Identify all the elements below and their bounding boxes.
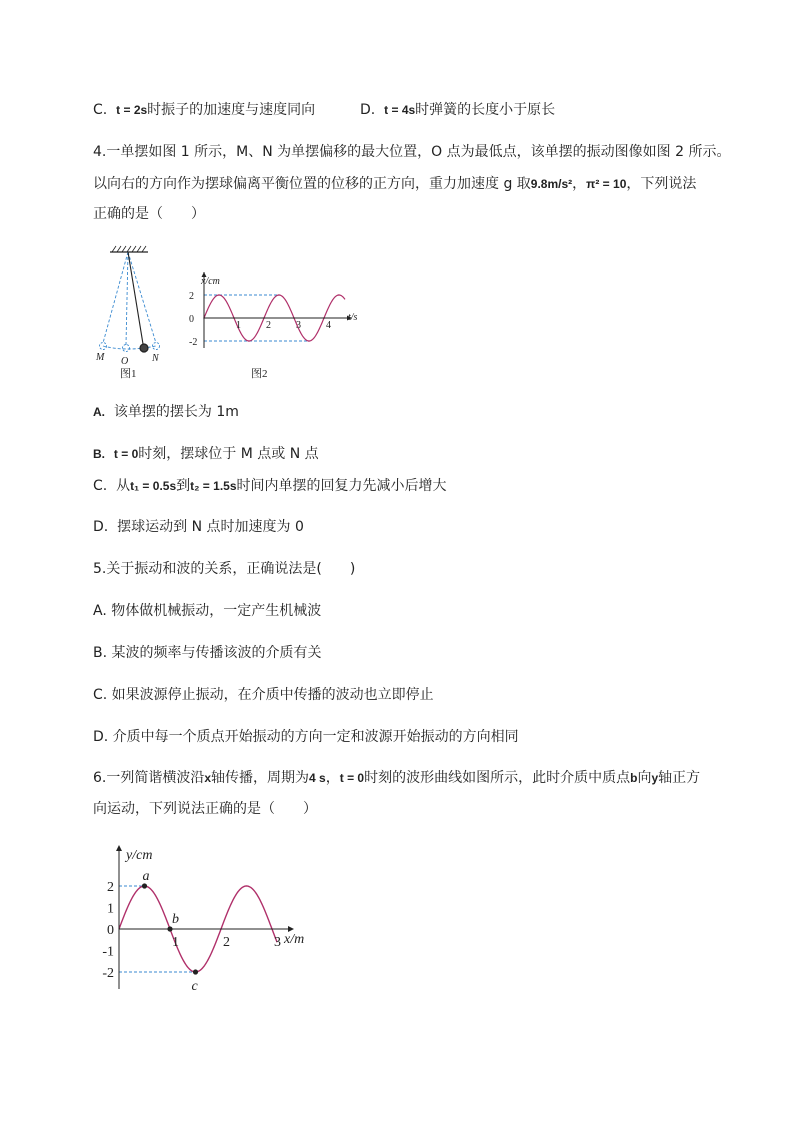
q4-stem-line3: 正确的是（ ）: [93, 206, 205, 222]
q5-option-c: C. 如果波源停止振动，在介质中传播的波动也立即停止: [93, 687, 434, 703]
wave-ytick-label: -1: [102, 944, 114, 960]
wave-ylabel: y/cm: [126, 848, 153, 863]
q4-pi-value: π² = 10: [586, 177, 627, 191]
wave-xtick-label: 2: [223, 935, 230, 950]
fig2-ytick-label: -2: [189, 337, 198, 348]
fig2-point: [338, 294, 340, 296]
fig2-ylabel: x/cm: [201, 276, 220, 287]
pendulum-bob: [140, 344, 148, 352]
label-o: O: [121, 356, 129, 367]
q4-figure2-graph: [185, 268, 365, 383]
wave-xtick-label: 1: [172, 935, 179, 950]
q5-stem: 5.关于振动和波的关系，正确说法是( ): [93, 561, 356, 577]
q4-g-value: 9.8m/s²: [530, 177, 573, 191]
wave-point-label-c: c: [191, 979, 198, 992]
figure1-caption: 图1: [120, 368, 137, 380]
q5-option-a: A. 物体做机械振动，一定产生机械波: [93, 603, 322, 619]
fig2-ytick-label: 2: [189, 291, 194, 302]
pendulum-n-position: [153, 343, 160, 350]
q4-stem-line2: 以向右的方向作为摆球偏离平衡位置的位移的正方向，重力加速度 g 取9.8m/s²，π² = 10，下列说法: [93, 176, 697, 192]
q4-option-b: B. t = 0时刻，摆球位于 M 点或 N 点: [93, 446, 319, 462]
fig2-xtick-label: 4: [326, 320, 331, 331]
wave-point-label-a: a: [142, 869, 150, 884]
wave-ytick-label: 0: [107, 923, 114, 938]
pendulum-o-position: [123, 345, 130, 352]
wave-xlabel: x/m: [284, 932, 305, 947]
q5-option-b: B. 某波的频率与传播该波的介质有关: [93, 645, 322, 661]
q4-stem-line1: 4.一单摆如图 1 所示，M、N 为单摆偏移的最大位置，O 点为最低点，该单摆的振动图像如图 2 所示。: [93, 144, 731, 160]
label-m: M: [96, 352, 105, 363]
q4-option-a: A. 该单摆的摆长为 1m: [93, 404, 239, 420]
fig2-point: [218, 294, 220, 296]
q4-option-c: C. 从t₁ = 0.5s到t₂ = 1.5s时间内单摆的回复力先减小后增大: [93, 478, 447, 494]
q3-option-d: D. t = 4s时弹簧的长度小于原长: [360, 102, 556, 118]
q6-stem-line1: 6.一列简谐横波沿x轴传播，周期为4 s，t = 0时刻的波形曲线如图所示，此时介质中质点b向y轴正方: [93, 770, 701, 786]
q3-option-c-math: t = 2s: [116, 103, 148, 117]
fig2-xtick-label: 2: [266, 320, 271, 331]
fig2-point: [278, 294, 280, 296]
fig2-xlabel: t/s: [348, 312, 358, 323]
wave-ytick-label: 2: [107, 880, 114, 895]
wave-ytick-label: 1: [107, 901, 114, 917]
fig2-point: [248, 340, 250, 342]
fig2-xtick-label: 3: [296, 320, 301, 331]
wave-point-label-b: b: [172, 912, 179, 927]
label-n: N: [152, 353, 159, 364]
wave-xtick-label: 3: [274, 935, 281, 950]
fig2-caption: 图2: [251, 368, 268, 380]
q5-option-d: D. 介质中每一个质点开始振动的方向一定和波源开始振动的方向相同: [93, 729, 519, 745]
q3-option-c: C. t = 2s时振子的加速度与速度同向: [93, 102, 316, 118]
wave-point-a: [142, 883, 147, 888]
fig2-point: [308, 340, 310, 342]
q6-wave-graph: [100, 842, 320, 992]
q4-option-d: D. 摆球运动到 N 点时加速度为 0: [93, 519, 304, 535]
fig2-xtick-label: 1: [236, 320, 241, 331]
wave-ytick-label: -2: [102, 966, 114, 981]
q3-option-d-math: t = 4s: [384, 103, 416, 117]
q4-figure1-pendulum: [88, 240, 178, 385]
fig2-ytick-label: 0: [189, 314, 194, 325]
wave-point-c: [193, 969, 198, 974]
q6-stem-line2: 向运动，下列说法正确的是（ ）: [93, 801, 317, 817]
